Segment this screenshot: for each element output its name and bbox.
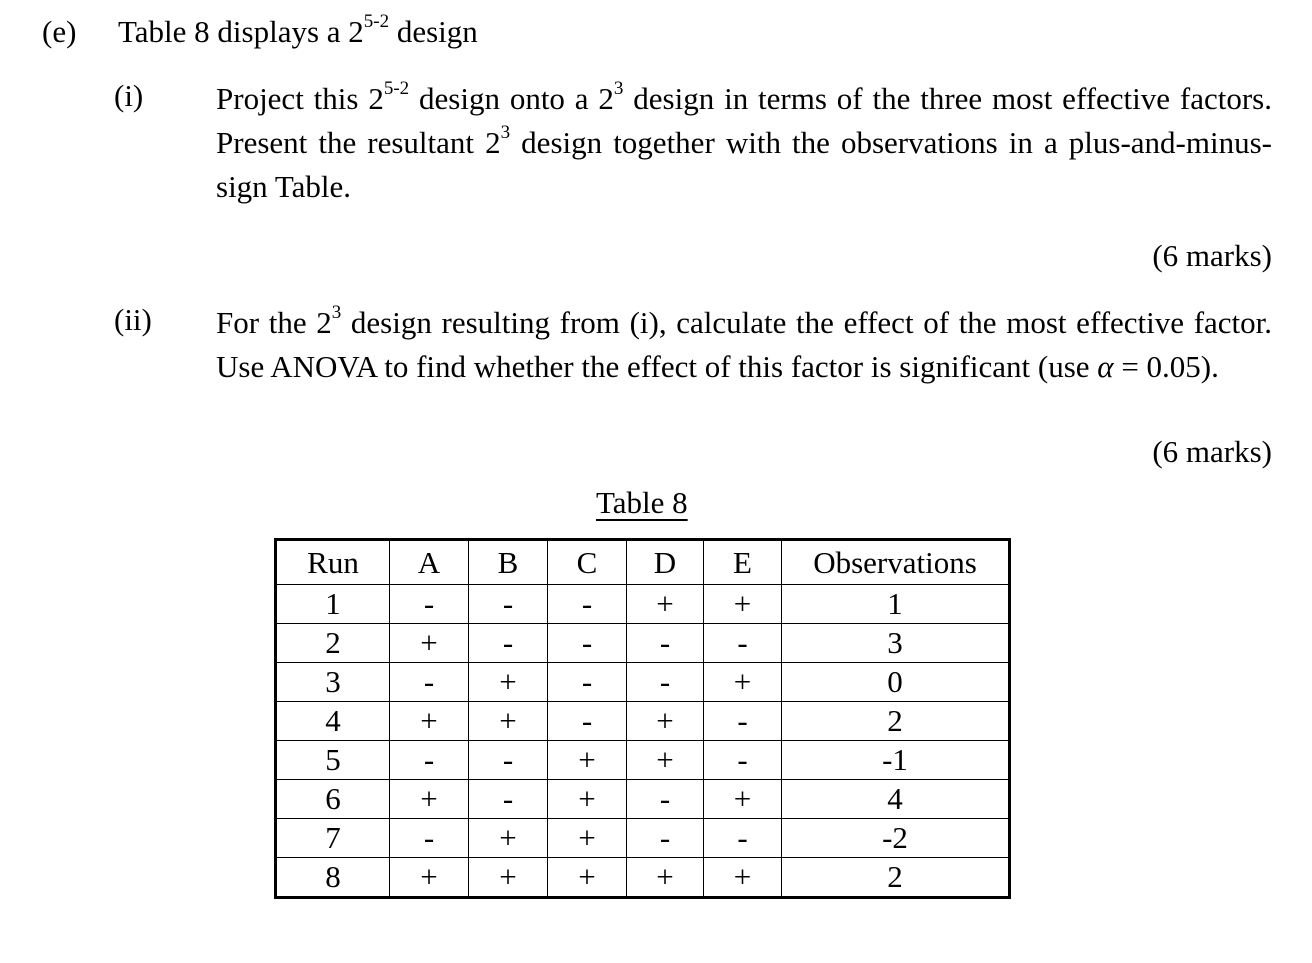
header-run: Run	[276, 540, 390, 585]
cell-observation: -2	[782, 819, 1010, 858]
cell-observation: 3	[782, 624, 1010, 663]
cell-run: 3	[276, 663, 390, 702]
part-i-text-b: design onto a 2	[409, 81, 614, 116]
cell-c: +	[548, 741, 627, 780]
table-caption: Table 8	[596, 485, 688, 520]
cell-observation: 2	[782, 702, 1010, 741]
cell-observation: 4	[782, 780, 1010, 819]
header-b: B	[469, 540, 548, 585]
cell-b: -	[469, 741, 548, 780]
cell-observation: -1	[782, 741, 1010, 780]
cell-c: -	[548, 663, 627, 702]
cell-b: +	[469, 858, 548, 898]
cell-e: -	[704, 702, 782, 741]
part-i-label: (i)	[114, 78, 144, 113]
part-e-label: (e)	[42, 14, 77, 49]
part-e-text-pre: Table 8 displays a 2	[118, 14, 364, 49]
cell-a: +	[390, 858, 469, 898]
table-row	[276, 858, 1010, 898]
cell-a: -	[390, 819, 469, 858]
part-i-text-d: design together with the observations in a plus-and-minus-sign Table.	[216, 125, 1272, 204]
cell-d: +	[627, 702, 704, 741]
cell-b: +	[469, 663, 548, 702]
part-i-sup1: 5-2	[383, 77, 410, 99]
cell-a: -	[390, 585, 469, 624]
cell-c: -	[548, 585, 627, 624]
cell-run: 6	[276, 780, 390, 819]
cell-e: +	[704, 663, 782, 702]
cell-e: -	[704, 741, 782, 780]
cell-a: -	[390, 741, 469, 780]
part-e-text-post: design	[389, 14, 478, 49]
part-ii-marks: (6 marks)	[1152, 434, 1272, 469]
cell-d: +	[627, 741, 704, 780]
cell-observation: 0	[782, 663, 1010, 702]
table-row	[276, 624, 1010, 663]
cell-b: -	[469, 585, 548, 624]
cell-d: +	[627, 858, 704, 898]
design-table	[274, 538, 1011, 899]
part-ii-text-c: = 0.05).	[1113, 349, 1219, 384]
part-ii-question	[216, 301, 1272, 389]
header-a: A	[390, 540, 469, 585]
cell-run: 5	[276, 741, 390, 780]
cell-e: +	[704, 858, 782, 898]
alpha-symbol: α	[1097, 349, 1114, 384]
header-observations: Observations	[782, 540, 1010, 585]
table-row	[276, 585, 1010, 624]
cell-e: -	[704, 624, 782, 663]
table-row	[276, 741, 1010, 780]
part-i-marks: (6 marks)	[1152, 238, 1272, 273]
cell-c: -	[548, 624, 627, 663]
cell-e: +	[704, 780, 782, 819]
part-ii-text-b: design resulting from (i), calculate the effect of the most effective factor. Use ANOVA to find whether the effect of this factor is significant (use	[216, 305, 1273, 384]
part-i-text-a: Project this 2	[216, 81, 384, 116]
cell-b: -	[469, 624, 548, 663]
table-row	[276, 663, 1010, 702]
cell-d: -	[627, 624, 704, 663]
part-i-text-c: design in terms of the three most effective factors. Present the resultant 2	[216, 81, 1272, 160]
cell-run: 8	[276, 858, 390, 898]
cell-b: -	[469, 780, 548, 819]
cell-c: -	[548, 702, 627, 741]
table-row	[276, 780, 1010, 819]
header-e: E	[704, 540, 782, 585]
cell-d: -	[627, 663, 704, 702]
cell-run: 7	[276, 819, 390, 858]
part-e-superscript: 5-2	[363, 10, 390, 32]
part-i-sup2: 3	[613, 77, 624, 99]
part-e-text	[118, 10, 478, 50]
cell-a: +	[390, 702, 469, 741]
cell-run: 4	[276, 702, 390, 741]
table-row	[276, 702, 1010, 741]
part-ii-text-a: For the 2	[216, 305, 332, 340]
cell-b: +	[469, 702, 548, 741]
cell-e: -	[704, 819, 782, 858]
cell-c: +	[548, 780, 627, 819]
cell-a: +	[390, 780, 469, 819]
part-ii-sup: 3	[331, 301, 342, 323]
cell-a: -	[390, 663, 469, 702]
table-row	[276, 819, 1010, 858]
cell-run: 2	[276, 624, 390, 663]
part-ii-label: (ii)	[114, 302, 152, 337]
cell-observation: 1	[782, 585, 1010, 624]
cell-e: +	[704, 585, 782, 624]
cell-a: +	[390, 624, 469, 663]
header-d: D	[627, 540, 704, 585]
cell-c: +	[548, 858, 627, 898]
part-i-sup3: 3	[500, 121, 511, 143]
cell-run: 1	[276, 585, 390, 624]
cell-observation: 2	[782, 858, 1010, 898]
cell-c: +	[548, 819, 627, 858]
part-i-question	[216, 77, 1272, 209]
cell-d: -	[627, 780, 704, 819]
cell-d: -	[627, 819, 704, 858]
table-header-row	[276, 540, 1010, 585]
header-c: C	[548, 540, 627, 585]
cell-b: +	[469, 819, 548, 858]
cell-d: +	[627, 585, 704, 624]
